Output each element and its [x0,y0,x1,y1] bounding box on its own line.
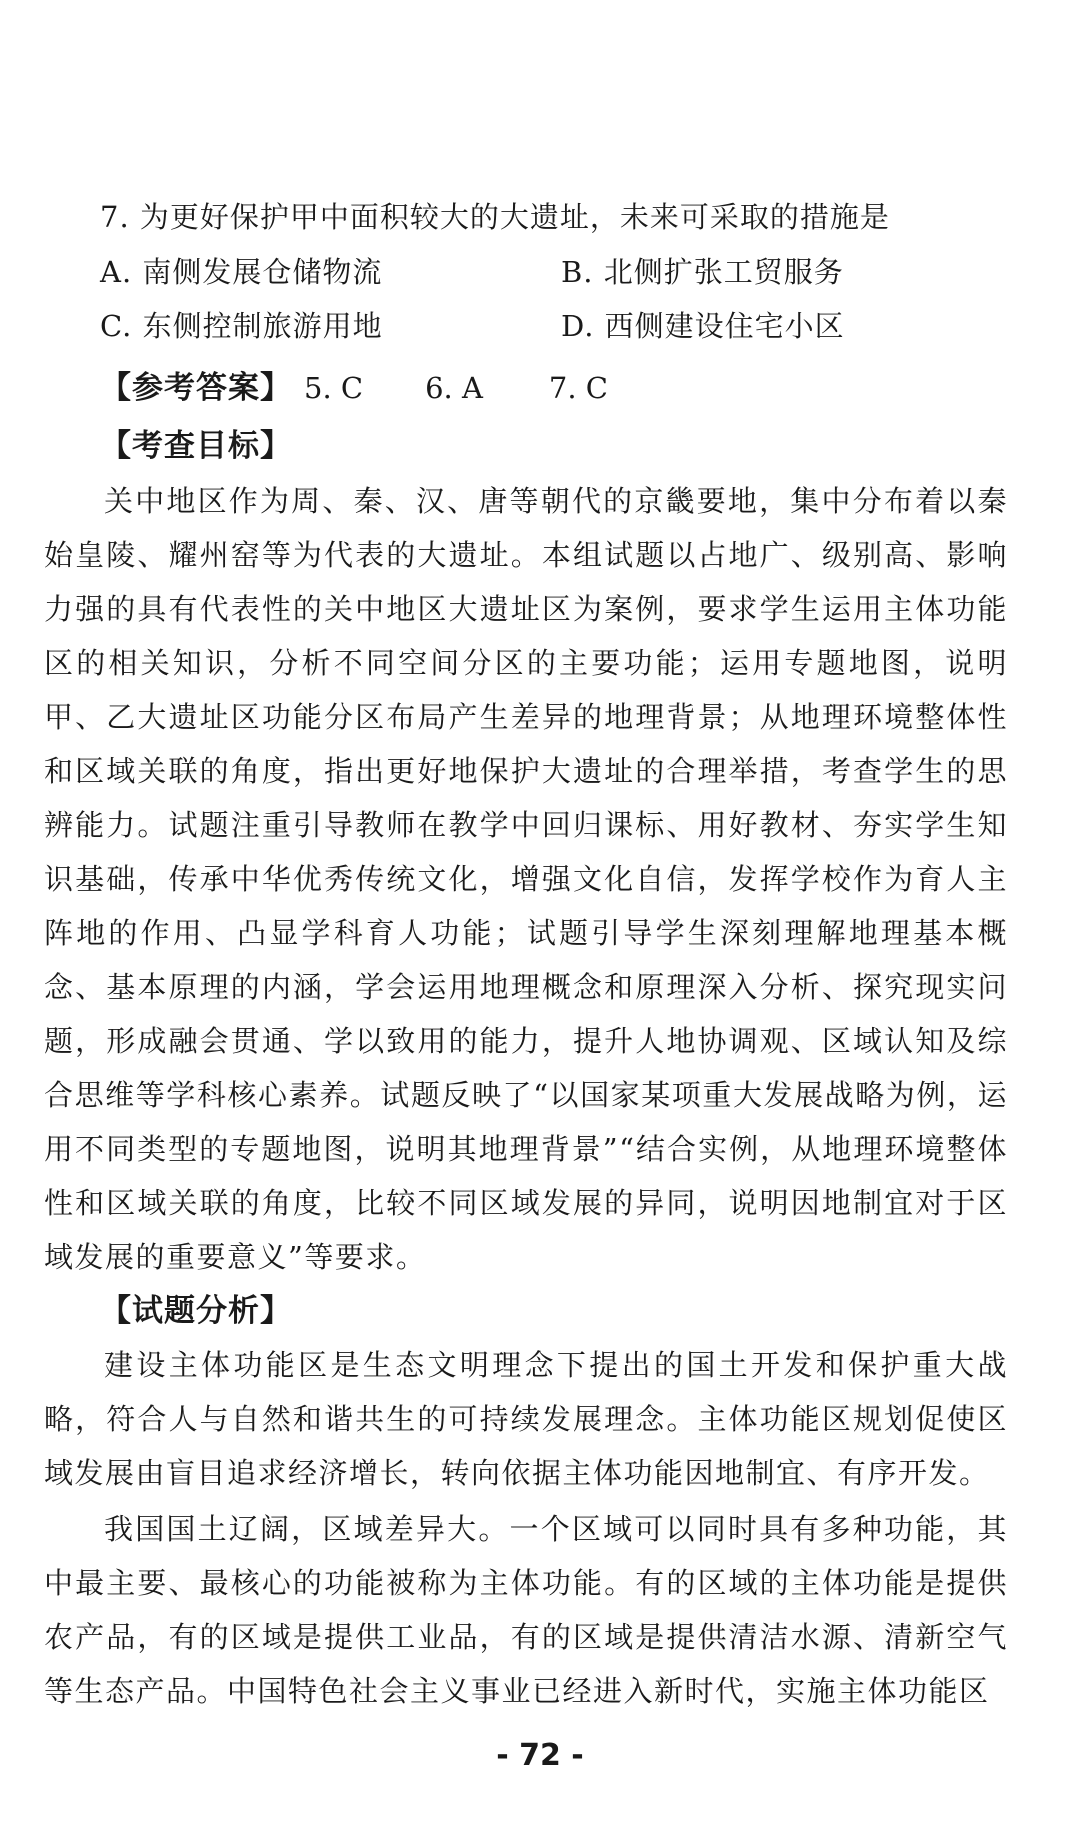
question-7-stem: 7. 为更好保护甲中面积较大的大遗址，未来可采取的措施是 [100,200,890,234]
answer-7: 7. C [548,371,608,405]
section-heading-objectives: 【考查目标】 [100,428,292,464]
answer-5: 5. C [304,371,364,405]
analysis-paragraph-1: 建设主体功能区是生态文明理念下提出的国土开发和保护重大战略，符合人与自然和谐共生的可持续发展理念。主体功能区规划促使区域发展由盲目追求经济增长，转向依据主体功能因地制宜、有序开发。 [44,1348,1008,1490]
page-number: - 72 - [496,1738,584,1773]
answer-6: 6. A [425,371,483,405]
section-heading-analysis: 【试题分析】 [100,1293,292,1329]
reference-answers [100,362,608,407]
option-b: B. 北侧扩张工贸服务 [561,255,844,289]
answers-heading: 【参考答案】 [100,370,292,406]
analysis-paragraph-2: 我国国土辽阔，区域差异大。一个区域可以同时具有多种功能，其中最主要、最核心的功能被称为主体功能。有的区域的主体功能是提供农产品，有的区域是提供工业品，有的区域是提供清洁水源、清新空气等生态产品。中国特色社会主义事业已经进入新时代，实施主体功能区 [44,1512,1008,1708]
option-c: C. 东侧控制旅游用地 [100,309,383,343]
option-d: D. 西侧建设住宅小区 [561,309,845,343]
objectives-paragraph: 关中地区作为周、秦、汉、唐等朝代的京畿要地，集中分布着以秦始皇陵、耀州窑等为代表的大遗址。本组试题以占地广、级别高、影响力强的具有代表性的关中地区大遗址区为案例，要求学生运用主体功能区的相关知识，分析不同空间分区的主要功能；运用专题地图，说明甲、乙大遗址区功能分区布局产生差异的地理背景；从地理环境整体性和区域关联的角度，指出更好地保护大遗址的合理举措，考查学生的思辨能力。试题注重引导教师在教学中回归课标、用好教材、夯实学生知识基础，传承中华优秀传统文化，增强文化自信，发挥学校作为育人主阵地的作用、凸显学科育人功能；试题引导学生深刻理解地理基本概念、基本原理的内涵，学会运用地理概念和原理深入分析、探究现实问题，形成融会贯通、学以致用的能力，提升人地协调观、区域认知及综合思维等学科核心素养。试题反映了“以国家某项重大发展战略为例，运用不同类型的专题地图，说明其地理背景”“结合实例，从地理环境整体性和区域关联的角度，比较不同区域发展的异同，说明因地制宜对于区域发展的重要意义”等要求。 [44,484,1008,1274]
option-a: A. 南侧发展仓储物流 [100,255,383,289]
